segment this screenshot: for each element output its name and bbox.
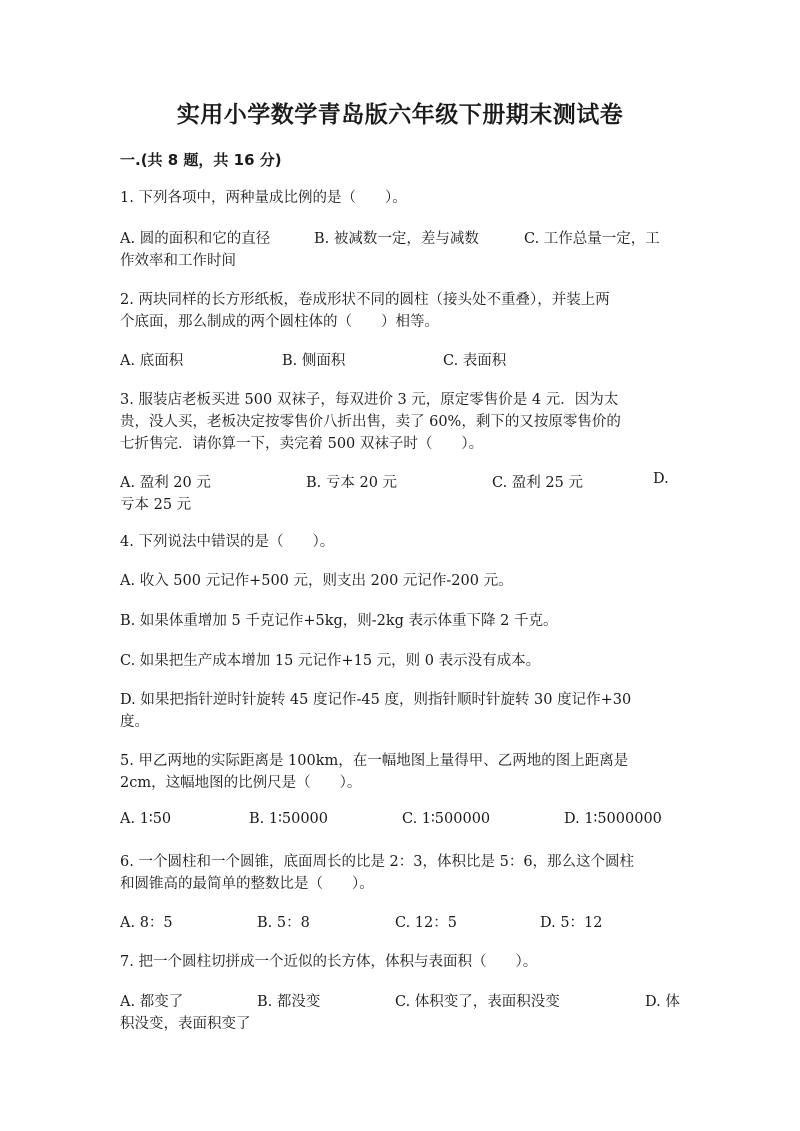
question-5-option-a: A. 1∶50: [120, 811, 172, 827]
question-2-option-a: A. 底面积: [120, 353, 184, 369]
question-3-option-a: A. 盈利 20 元: [120, 475, 211, 491]
question-4-option-d: D. 如果把指针逆时针旋转 45 度记作-45 度，则指针顺时针旋转 30 度记作+30: [120, 692, 632, 708]
question-7-option-b: B. 都没变: [257, 994, 321, 1010]
question-6-option-b: B. 5：8: [257, 915, 310, 931]
question-2-option-c: C. 表面积: [443, 353, 507, 369]
question-7-option-d: D. 体: [645, 994, 680, 1010]
question-3-stem-line-1: 3. 服装店老板买进 500 双袜子，每双进价 3 元，原定零售价是 4 元．因为太: [120, 392, 619, 408]
question-5-option-d: D. 1∶5000000: [564, 811, 662, 827]
question-4-stem: 4. 下列说法中错误的是（ ）。: [120, 534, 335, 550]
question-5-option-b: B. 1∶50000: [249, 811, 328, 827]
question-6-option-c: C. 12：5: [395, 915, 457, 931]
question-3-option-b: B. 亏本 20 元: [306, 475, 398, 491]
page-title: 实用小学数学青岛版六年级下册期末测试卷: [176, 102, 624, 128]
question-4-option-c: C. 如果把生产成本增加 15 元记作+15 元，则 0 表示没有成本。: [120, 653, 541, 669]
question-1-option-b: B. 被减数一定，差与减数: [314, 231, 479, 247]
question-3-stem-line-2: 贵，没人买，老板决定按零售价八折出售，卖了 60%，剩下的又按原零售价的: [120, 414, 621, 430]
question-5-option-c: C. 1∶500000: [402, 811, 491, 827]
question-3-option-c: C. 盈利 25 元: [492, 475, 583, 491]
question-2-option-b: B. 侧面积: [282, 353, 346, 369]
question-5-stem-line-1: 5. 甲乙两地的实际距离是 100km，在一幅地图上量得甲、乙两地的图上距离是: [120, 753, 629, 769]
question-1-option-a: A. 圆的面积和它的直径: [120, 231, 271, 247]
question-7-option-d-cont: 积没变，表面积变了: [120, 1016, 251, 1032]
question-2-stem-line-2: 个底面，那么制成的两个圆柱体的（ ）相等。: [120, 314, 439, 330]
question-6-option-d: D. 5：12: [540, 915, 603, 931]
question-2-stem-line-1: 2. 两块同样的长方形纸板，卷成形状不同的圆柱（接头处不重叠），并装上两: [120, 292, 610, 308]
question-6-stem-line-2: 和圆锥高的最简单的整数比是（ ）。: [120, 876, 374, 892]
section-heading: 一.(共 8 题，共 16 分): [120, 151, 282, 169]
question-6-stem-line-1: 6. 一个圆柱和一个圆锥，底面周长的比是 2：3，体积比是 5：6，那么这个圆柱: [120, 854, 635, 870]
question-4-option-a: A. 收入 500 元记作+500 元，则支出 200 元记作-200 元。: [120, 573, 513, 589]
question-7-option-c: C. 体积变了，表面积没变: [395, 994, 560, 1010]
question-6-option-a: A. 8：5: [120, 915, 173, 931]
question-1-option-c-cont: 作效率和工作时间: [120, 253, 236, 269]
question-7-stem: 7. 把一个圆柱切拼成一个近似的长方体，体积与表面积（ ）。: [120, 954, 538, 970]
question-5-stem-line-2: 2cm，这幅地图的比例尺是（ ）。: [120, 775, 362, 791]
question-4-option-d-cont: 度。: [120, 714, 149, 730]
question-3-stem-line-3: 七折售完．请你算一下，卖完着 500 双袜子时（ ）。: [120, 436, 484, 452]
question-3-option-d: D.: [653, 471, 669, 487]
question-1-option-c: C. 工作总量一定，工: [524, 231, 660, 247]
question-3-option-d-cont: 亏本 25 元: [120, 497, 192, 513]
question-4-option-b: B. 如果体重增加 5 千克记作+5kg，则-2kg 表示体重下降 2 千克。: [120, 613, 558, 629]
question-1-stem: 1. 下列各项中，两种量成比例的是（ ）。: [120, 190, 407, 206]
question-7-option-a: A. 都变了: [120, 994, 184, 1010]
